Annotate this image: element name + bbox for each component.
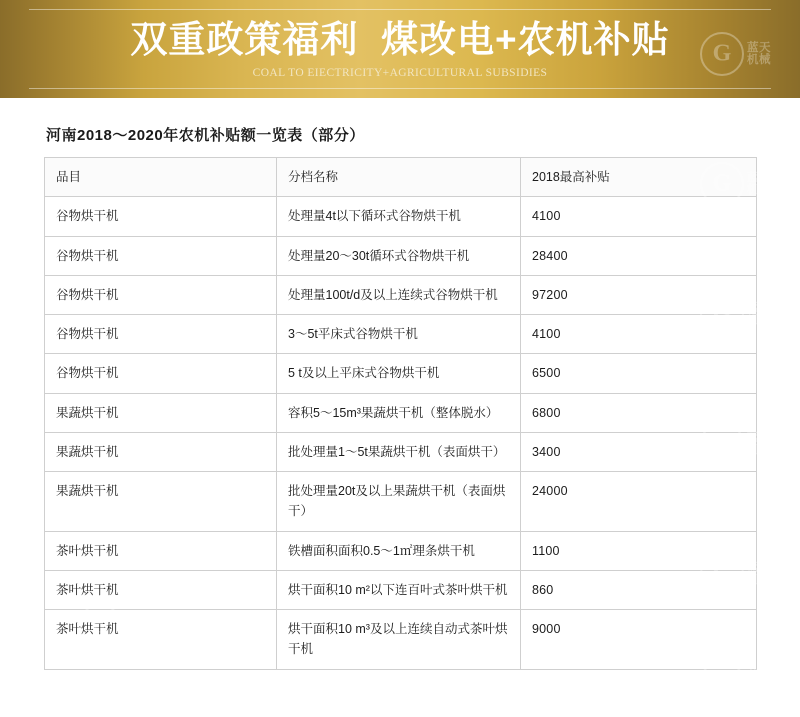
watermark-text: 蓝天机械 (747, 669, 771, 694)
table-row (45, 432, 757, 471)
table-row (45, 236, 757, 275)
cell-item: 果蔬烘干机 (45, 432, 277, 471)
cell-subsidy: 4100 (521, 315, 757, 354)
watermark-text: 蓝天机械 (747, 171, 771, 196)
subsidy-table (44, 157, 757, 670)
cell-category: 处理量20～30t循环式谷物烘干机 (277, 236, 521, 275)
cell-subsidy: 860 (521, 570, 757, 609)
cell-item: 茶叶烘干机 (45, 570, 277, 609)
watermark-text: 蓝天机械 (747, 431, 771, 456)
table-row (45, 610, 757, 670)
cell-category: 3～5t平床式谷物烘干机 (277, 315, 521, 354)
cell-category: 批处理量20t及以上果蔬烘干机（表面烘干） (277, 472, 521, 532)
watermark-text: 蓝天机械 (747, 301, 771, 326)
cell-category: 容积5～15m³果蔬烘干机（整体脱水） (277, 393, 521, 432)
banner-subtitle: COAL TO EIECTRICITY+AGRICULTURAL SUBSIDIES (252, 67, 548, 80)
cell-category: 铁槽面积面积0.5～1㎡理条烘干机 (277, 531, 521, 570)
table-row (45, 472, 757, 532)
table-row (45, 570, 757, 609)
table-row (45, 393, 757, 432)
cell-item: 谷物烘干机 (45, 354, 277, 393)
cell-item: 谷物烘干机 (45, 236, 277, 275)
table-header-row (45, 158, 757, 197)
cell-item: 谷物烘干机 (45, 197, 277, 236)
cell-item: 果蔬烘干机 (45, 393, 277, 432)
cell-subsidy: 3400 (521, 432, 757, 471)
watermark-text: 蓝天机械 (125, 613, 149, 638)
column-header-subsidy: 2018最高补贴 (521, 158, 757, 197)
cell-category: 烘干面积10 m²以下连百叶式茶叶烘干机 (277, 570, 521, 609)
table-title: 河南2018～2020年农机补贴额一览表（部分） (46, 127, 365, 144)
cell-subsidy: 6800 (521, 393, 757, 432)
cell-category: 处理量100t/d及以上连续式谷物烘干机 (277, 275, 521, 314)
banner-title: 双重政策福利 煤改电+农机补贴 (130, 18, 670, 60)
cell-category: 处理量4t以下循环式谷物烘干机 (277, 197, 521, 236)
table-row (45, 197, 757, 236)
cell-item: 谷物烘干机 (45, 275, 277, 314)
column-header-item: 品目 (45, 158, 277, 197)
table-body (45, 197, 757, 669)
column-header-category: 分档名称 (277, 158, 521, 197)
watermark-text: 蓝天机械 (747, 561, 771, 586)
cell-subsidy: 28400 (521, 236, 757, 275)
table-row (45, 531, 757, 570)
cell-subsidy: 97200 (521, 275, 757, 314)
document-body (0, 98, 800, 670)
cell-subsidy: 24000 (521, 472, 757, 532)
header-banner (0, 0, 800, 98)
cell-subsidy: 1100 (521, 531, 757, 570)
cell-item: 谷物烘干机 (45, 315, 277, 354)
cell-category: 批处理量1～5t果蔬烘干机（表面烘干） (277, 432, 521, 471)
banner-divider-bottom (29, 88, 771, 89)
cell-item: 茶叶烘干机 (45, 531, 277, 570)
table-row (45, 275, 757, 314)
cell-item: 果蔬烘干机 (45, 472, 277, 532)
cell-category: 烘干面积10 m³及以上连续自动式茶叶烘干机 (277, 610, 521, 670)
table-row (45, 354, 757, 393)
cell-item: 茶叶烘干机 (45, 610, 277, 670)
cell-subsidy: 9000 (521, 610, 757, 670)
table-row (45, 315, 757, 354)
cell-subsidy: 6500 (521, 354, 757, 393)
cell-category: 5 t及以上平床式谷物烘干机 (277, 354, 521, 393)
cell-subsidy: 4100 (521, 197, 757, 236)
watermark-text: 蓝天机械 (747, 41, 771, 66)
